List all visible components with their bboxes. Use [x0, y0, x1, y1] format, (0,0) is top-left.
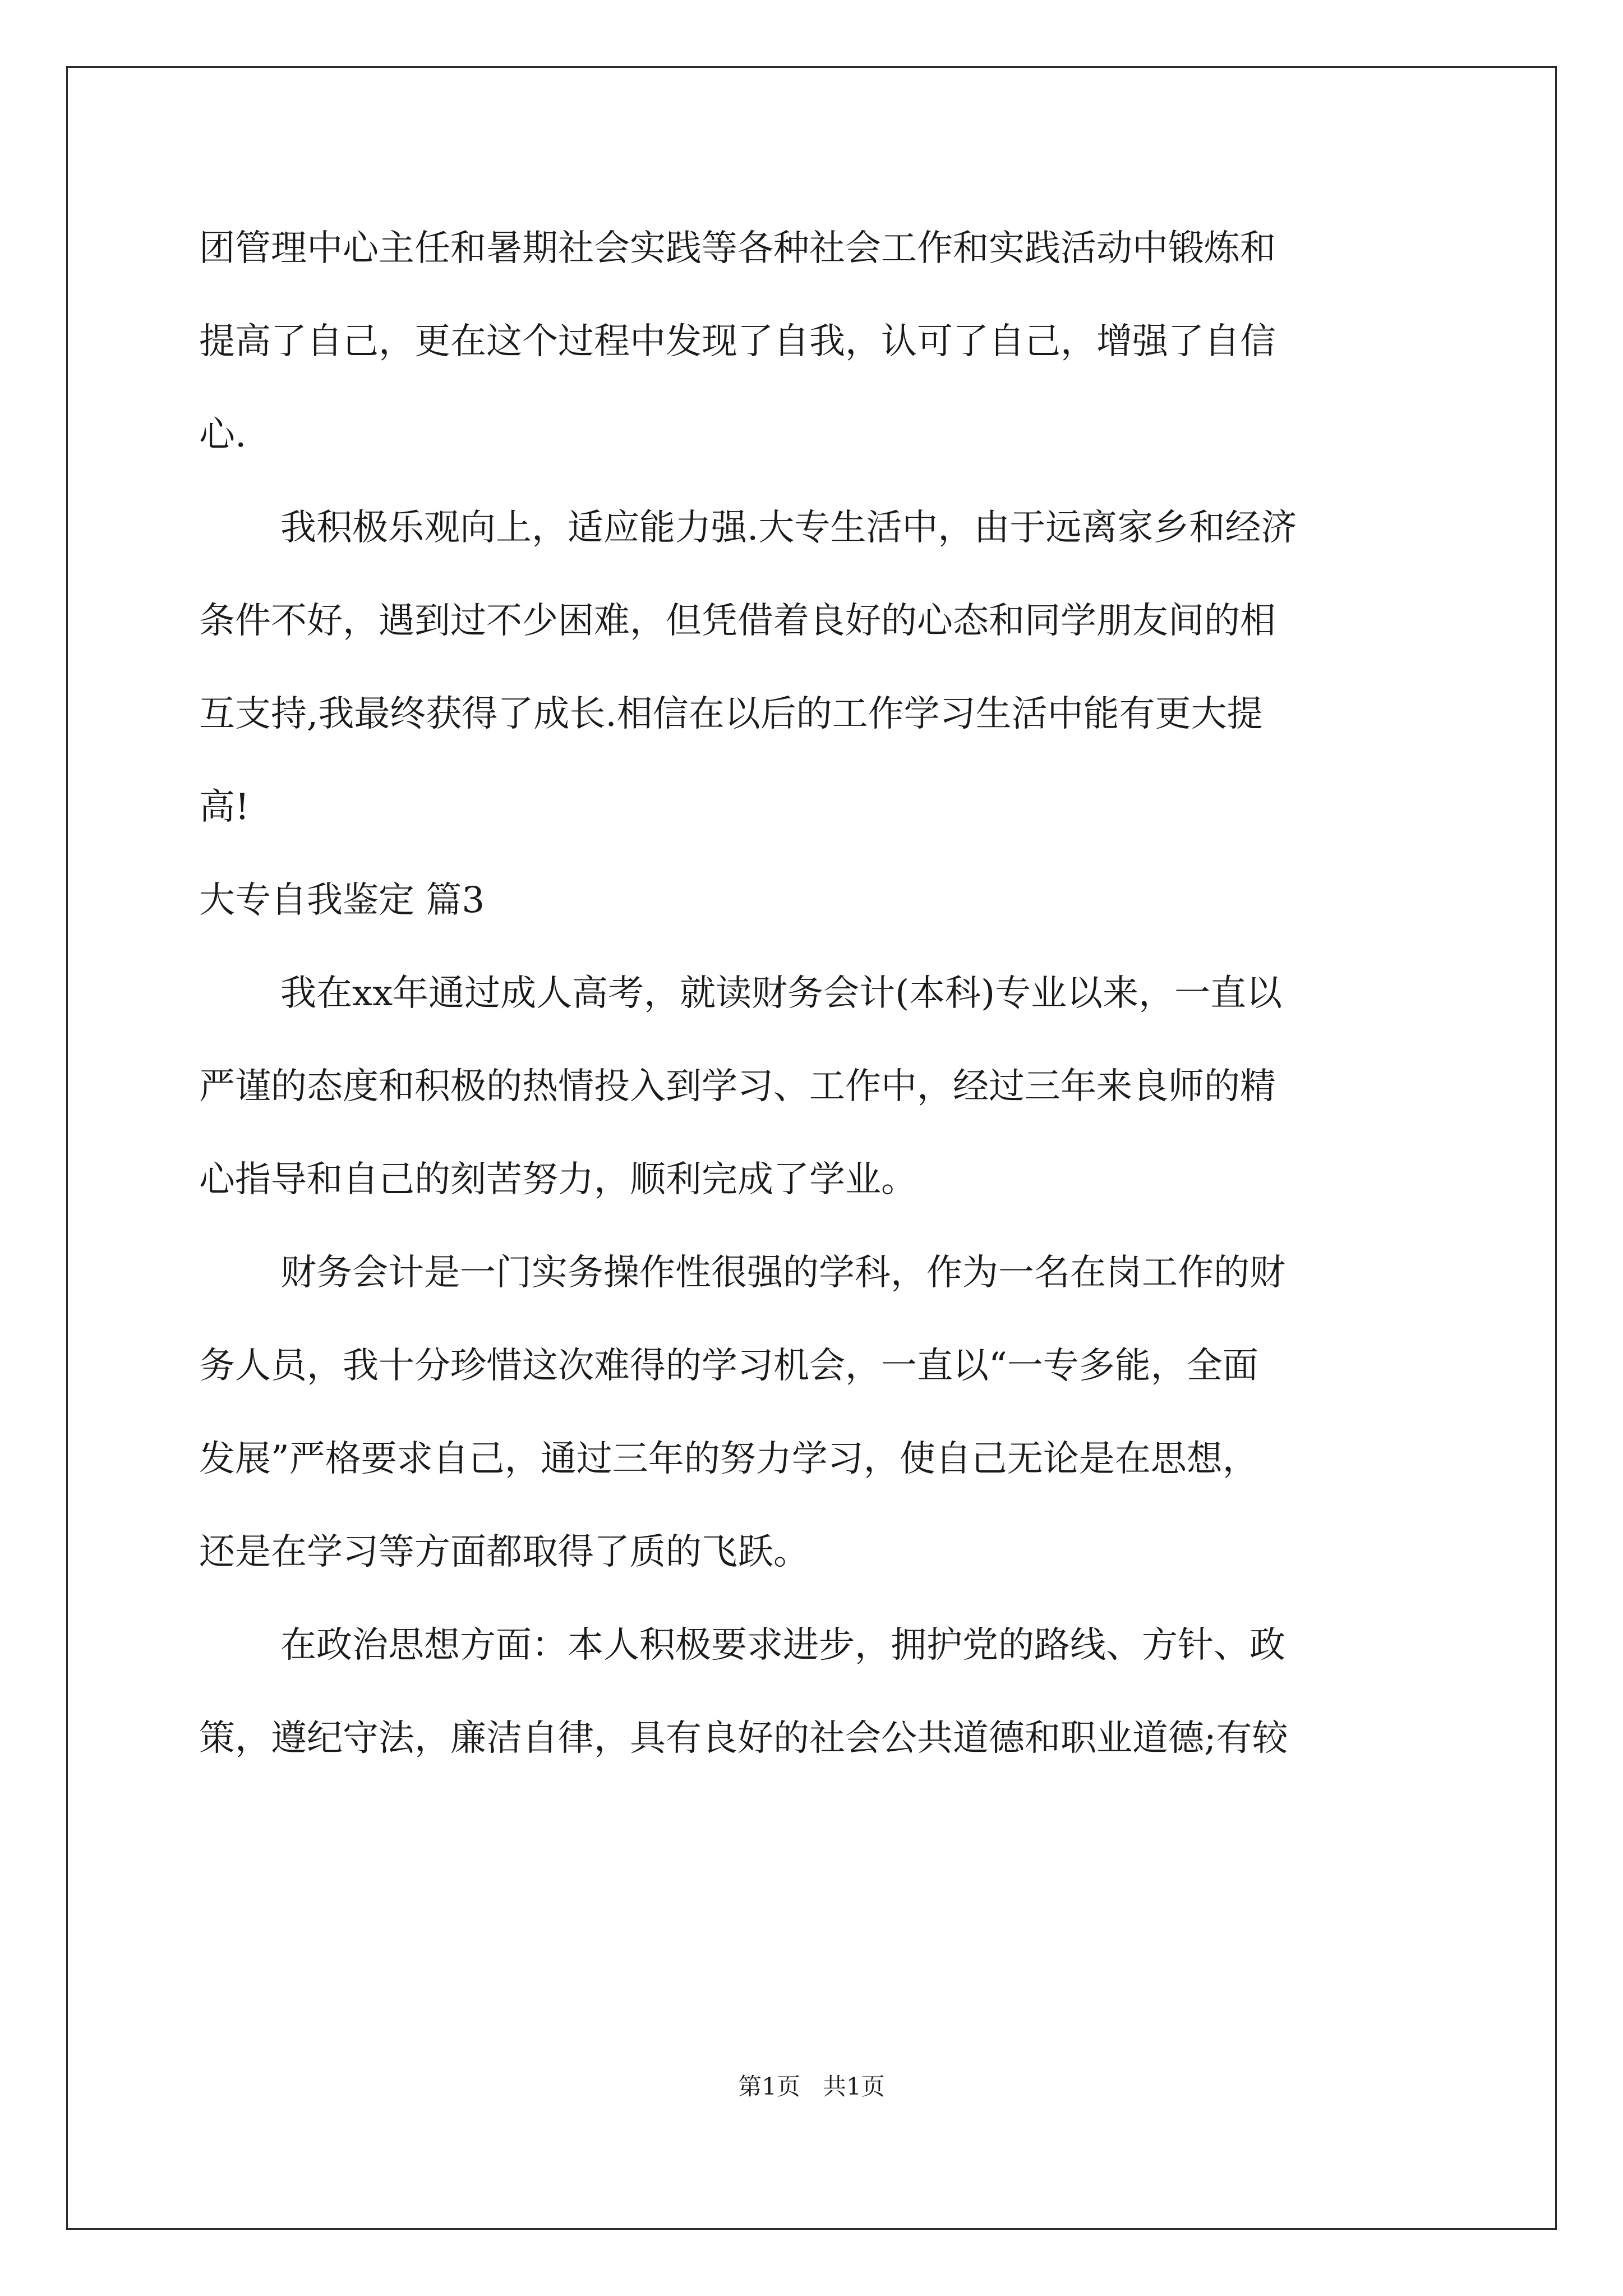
section-heading: 大专自我鉴定 篇3	[199, 880, 485, 921]
text-line: 发展”严格要求自己，通过三年的努力学习，使自己无论是在思想，	[199, 1438, 1258, 1480]
document-body	[199, 202, 1433, 1785]
text-line: 我在xx年通过成人高考，就读财务会计(本科)专业以来，一直以	[280, 973, 1283, 1014]
text-line: 团管理中心主任和暑期社会实践等各种社会工作和实践活动中锻炼和	[199, 228, 1276, 269]
text-line: 心指导和自己的刻苦努力，顺利完成了学业。	[199, 1159, 917, 1200]
text-line: 还是在学习等方面都取得了质的飞跃。	[199, 1531, 809, 1573]
text-line: 在政治思想方面：本人积极要求进步，拥护党的路线、方针、政	[280, 1625, 1285, 1666]
text-line: 心.	[199, 414, 247, 455]
text-line: 我积极乐观向上，适应能力强.大专生活中，由于远离家乡和经济	[280, 507, 1297, 549]
page-number: 第1页	[738, 2073, 800, 2100]
text-line: 互支持,我最终获得了成长.相信在以后的工作学习生活中能有更大提	[199, 693, 1263, 735]
page-footer	[0, 2070, 1623, 2104]
page-total: 共1页	[823, 2073, 885, 2100]
text-line: 财务会计是一门实务操作性很强的学科，作为一名在岗工作的财	[280, 1252, 1285, 1294]
text-line: 条件不好，遇到过不少困难，但凭借着良好的心态和同学朋友间的相	[199, 600, 1276, 642]
text-line: 提高了自己，更在这个过程中发现了自我，认可了自己，增强了自信	[199, 321, 1276, 362]
text-line: 务人员，我十分珍惜这次难得的学习机会，一直以“一专多能，全面	[199, 1345, 1258, 1387]
text-line: 策，遵纪守法，廉洁自律，具有良好的社会公共道德和职业道德;有较	[199, 1718, 1288, 1759]
text-line: 高!	[199, 786, 250, 828]
text-line: 严谨的态度和积极的热情投入到学习、工作中，经过三年来良师的精	[199, 1066, 1276, 1107]
